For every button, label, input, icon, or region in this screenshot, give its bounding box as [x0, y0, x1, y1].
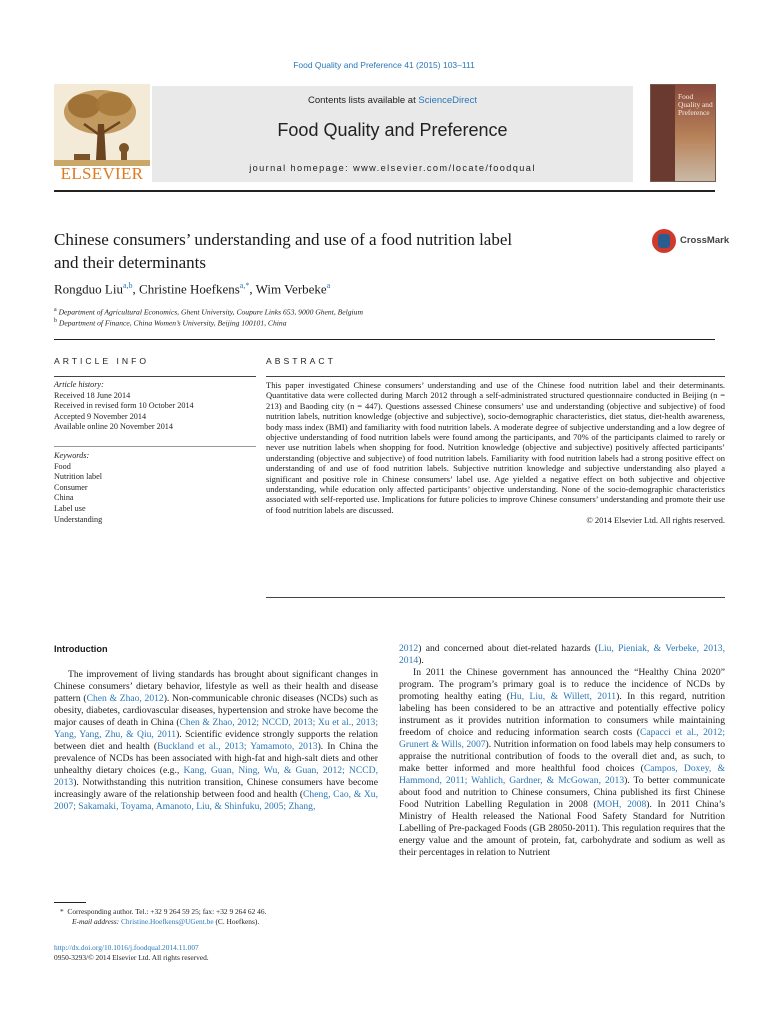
- crossmark-icon: [652, 229, 676, 253]
- body-text: ). Scientific evidence strongly supports the relation between diet and health (: [54, 729, 378, 752]
- homepage-line: [152, 163, 633, 173]
- doi-link[interactable]: http://dx.doi.org/10.1016/j.foodqual.2014.11.007: [54, 943, 199, 952]
- citation-link[interactable]: Cheng, Cao, & Xu, 2007; Sakamaki, Toyama, Amanoto, Liu, & Shinfuku, 2005; Zhang,: [54, 789, 378, 812]
- history-label: Article history:: [54, 380, 104, 389]
- cover-spine: [651, 85, 675, 181]
- abstract-rule: [266, 376, 725, 377]
- keyword-item: Label use: [54, 503, 86, 513]
- author-name[interactable]: Wim Verbeke: [255, 281, 327, 297]
- elsevier-logo: [54, 84, 150, 184]
- abstract-body: [266, 380, 725, 526]
- body-text: ) and concerned about diet-related hazards (: [418, 643, 599, 654]
- footnotes: [54, 907, 384, 927]
- header-divider: [54, 190, 715, 192]
- citation-link[interactable]: Chen & Zhao, 2012; NCCD, 2013; Xu et al., 2013; Yang, Yang, Zhu, & Qiu, 2011: [54, 717, 378, 740]
- homepage-prefix: journal homepage:: [249, 163, 354, 173]
- abstract-text: This paper investigated Chinese consumers’ understanding and use of the Chinese food nutrition label and their determinants. Quantitative data were collected during March 2012 through a self-administrated structured questionnaire conducted in Beijing (n = 213) and Baoding city (n = 447). Questions assessed Chinese consumers’ use and understanding (objective and subjective) of food nutrition labels, nutrition knowledge (objective and subjective), socio-demographic characteristics, diet status, diet-health awareness, body mass index (BMI) and familiarity with food nutrition labels. A moderate degree of subjective understanding and a low degree of objective understanding of food nutrition labels were found among the participants, and 70% of the participants claimed to rarely or never use nutrition labels when shopping for food. Nutrition knowledge (objective and subjective) positively affected participants’ understanding (objective and subjective) of food nutrition labels. Familiarity with food nutrition labels had a strong positive effect on understanding of and use of food nutrition labels. Subjective nutrition knowledge and subjective understanding also played a significant and positive role in Chinese consumers’ label use. Age yielded a negative effect on both subjective and objective understanding, while education only affected participants’ objective understanding. None of the socio-demographic characteristics associated with self-reported use. Implications for future policies to improve Chinese consumers’ understanding and promote their use of food nutrition labels are discussed.: [266, 380, 725, 515]
- paper-title: [54, 228, 634, 274]
- body-text: ). Notwithstanding this nutrition transition, Chinese consumers have become increasingly aware of the relationship between food and health (: [54, 777, 378, 800]
- sciencedirect-link[interactable]: ScienceDirect: [418, 95, 477, 106]
- affiliation-b: [54, 318, 654, 328]
- body-text: In 2011 the Chinese government has announced the “Healthy China 2020” program. The program’s primary goal is to reduce the incidence of NCDs by promoting healthy eating (: [399, 667, 725, 702]
- paper-title-line-1: Chinese consumers’ understanding and use of a food nutrition label: [54, 230, 513, 249]
- email-link[interactable]: Christine.Hoefkens@UGent.be: [121, 917, 214, 926]
- keyword-item: Nutrition label: [54, 472, 102, 482]
- body-text: ). To better communicate about food and nutrition to Chinese consumers, China published its first Chinese Food Nutrition Labelling Regulation in 2008 (: [399, 775, 725, 810]
- author-name[interactable]: Rongduo Liu: [54, 281, 123, 297]
- article-info-rule: [54, 376, 256, 377]
- citation-link[interactable]: Kang, Guan, Ning, Wu, & Guan, 2012; NCCD, 2013: [54, 765, 378, 788]
- journal-cover-image: [651, 85, 715, 181]
- contents-line: [152, 95, 633, 106]
- email-note: [54, 917, 384, 927]
- affiliation-text: Department of Agricultural Economics, Ghent University, Coupure Links 653, 9000 Ghent, Belgium: [58, 307, 363, 317]
- cover-title: Food Quality and Preference: [678, 92, 713, 117]
- body-text: ). In China the prevalence of NCDs has been associated with high-fat and high-salt diets and other unhealthy dietary choices (e.g.,: [54, 741, 378, 776]
- keywords-label: Keywords:: [54, 451, 90, 460]
- citation-link[interactable]: 2012: [399, 643, 419, 654]
- crossmark-label: CrossMark: [680, 235, 730, 246]
- author-list: [54, 281, 654, 297]
- intro-paragraph-2: [399, 667, 725, 859]
- history-item: Accepted 9 November 2014: [54, 411, 147, 421]
- intro-heading: Introduction: [54, 644, 108, 654]
- body-text: ). In this regard, nutrition labeling has been considered to be an attractive and potentially effective policy instrument as it provides nutrition information to consumers while maintaining freedom of choice and reducing information search costs (: [399, 691, 726, 738]
- intro-paragraph-1: [54, 669, 378, 813]
- citation-link[interactable]: Campos, Doxey, & Hammond, 2011; Wahlich, Gardner, & McGowan, 2013: [399, 763, 725, 786]
- citation-link[interactable]: MOH, 2008: [596, 799, 647, 810]
- citation-link[interactable]: Capacci et al., 2012; Grunert & Wills, 2007: [399, 727, 725, 750]
- right-column: [399, 643, 725, 859]
- affiliation-sup: a: [54, 307, 57, 313]
- abstract-heading: ABSTRACT: [266, 356, 336, 366]
- body-text: The improvement of living standards has brought about significant changes in Chinese consumers’ dietary behavior, lifestyle as well as their health and disease pattern (: [54, 669, 378, 704]
- keyword-item: Consumer: [54, 482, 88, 492]
- left-column: [54, 643, 378, 813]
- asterisk-mark: *: [60, 907, 68, 916]
- journal-title: Food Quality and Preference: [277, 120, 508, 140]
- issn-copyright: 0950-3293/© 2014 Elsevier Ltd. All rights reserved.: [54, 953, 209, 962]
- keyword-item: China: [54, 493, 74, 503]
- keywords-rule: [54, 446, 256, 447]
- email-suffix: (C. Hoefkens).: [213, 917, 260, 926]
- journal-citation[interactable]: Food Quality and Preference 41 (2015) 103–111: [293, 60, 475, 70]
- abstract-bottom-rule: [266, 597, 725, 598]
- corresponding-author-note: [54, 907, 384, 917]
- crossmark-button[interactable]: [652, 229, 732, 255]
- homepage-link[interactable]: www.elsevier.com/locate/foodqual: [353, 163, 536, 173]
- keyword-item: Food: [54, 461, 71, 471]
- email-label: E-mail address:: [72, 917, 121, 926]
- corresponding-text: Corresponding author. Tel.: +32 9 264 59 25; fax: +32 9 264 62 46.: [67, 907, 267, 916]
- history-item: Received in revised form 10 October 2014: [54, 401, 194, 411]
- citation-link[interactable]: Buckland et al., 2013; Yamamoto, 2013: [157, 741, 318, 752]
- contents-prefix: Contents lists available at: [308, 95, 419, 106]
- history-item: Received 18 June 2014: [54, 390, 131, 400]
- affiliation-a: [54, 307, 654, 317]
- citation-link[interactable]: Liu, Pieniak, & Verbeke, 2013, 2014: [399, 643, 725, 666]
- article-identifiers: [54, 943, 384, 963]
- citation-link[interactable]: Hu, Liu, & Willett, 2011: [509, 691, 617, 702]
- paper-title-line-2: and their determinants: [54, 253, 207, 272]
- history-item: Available online 20 November 2014: [54, 422, 173, 432]
- author-separator: ,: [132, 281, 140, 297]
- title-divider: [54, 339, 715, 340]
- intro-paragraph-1-continued: [399, 643, 725, 667]
- article-info-heading: ARTICLE INFO: [54, 356, 150, 366]
- publisher-name: ELSEVIER: [60, 164, 144, 183]
- citation-link[interactable]: Chen & Zhao, 2012: [86, 693, 164, 704]
- author-affil-sup[interactable]: a,*: [239, 281, 250, 290]
- elsevier-tree-icon: [54, 84, 150, 166]
- footnote-rule: [54, 902, 86, 903]
- author-separator: ,: [249, 281, 256, 297]
- body-text: ). Non-communicable chronic diseases (NCDs) such as obesity, diabetes, cardiovascular diseases, hypertension and stroke have become the major causes of death in China (: [54, 693, 378, 728]
- affiliation-text: Department of Finance, China Women’s University, Beijing 100101, China: [58, 318, 287, 328]
- author-affil-sup[interactable]: a,b: [122, 281, 133, 290]
- body-text: ).: [418, 655, 424, 666]
- affiliation-sup: b: [54, 318, 57, 324]
- journal-banner: [152, 86, 633, 182]
- author-name[interactable]: Christine Hoefkens: [139, 281, 240, 297]
- author-affil-sup[interactable]: a: [326, 281, 331, 290]
- abstract-copyright: © 2014 Elsevier Ltd. All rights reserved.: [586, 515, 725, 526]
- body-text: ). In 2011 China’s Ministry of Health released the National Food Safety Standard for Nutrition Labelling of Pre-packaged Foods (GB 28050-2011). This regulation requires that the energy value and the amount of protein, fat, carbohydrate and sodium as well as their percentages in relation to Nutrient: [399, 799, 725, 858]
- article-history: [54, 380, 256, 433]
- keywords-list: [54, 451, 256, 525]
- keyword-item: Understanding: [54, 514, 103, 524]
- body-text: ). Nutrition information on food labels may help consumers to appraise the nutritional contribution of foods to the overall diet and, as such, to make better informed and more healthful food choices (: [399, 739, 725, 774]
